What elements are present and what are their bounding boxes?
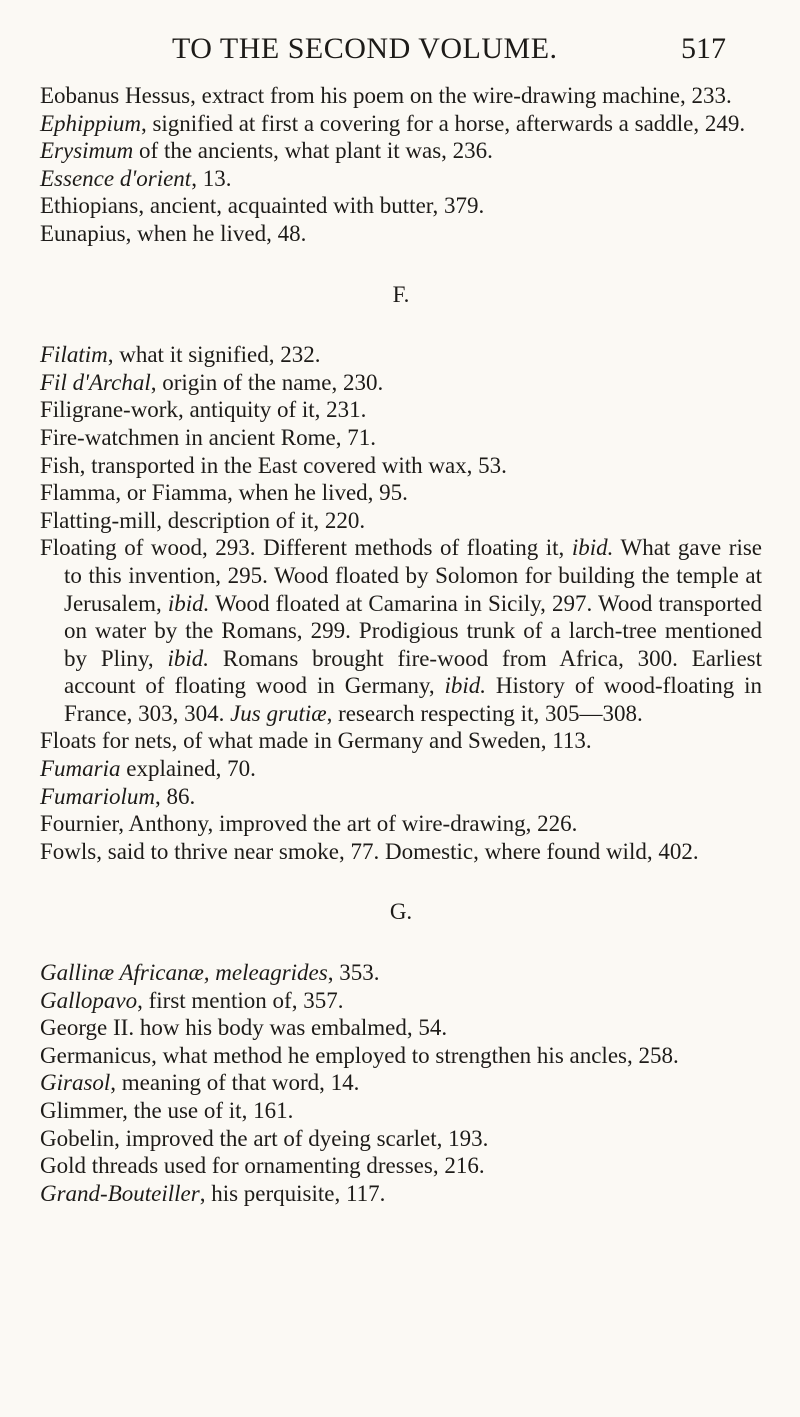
entry-term: Gallinæ Africanæ, meleagrides — [40, 960, 328, 986]
index-entry — [40, 755, 762, 783]
entry-text: Fire-watchmen in ancient Rome, 71. — [40, 424, 376, 450]
entry-text: Fish, transported in the East covered with wax, 53. — [40, 452, 507, 478]
index-entry — [40, 1125, 762, 1153]
entry-text: , what it signified, 232. — [107, 342, 321, 368]
italic-phrase: ibid. — [571, 535, 614, 561]
index-entry — [40, 838, 762, 866]
index-entry — [40, 424, 762, 452]
index-entry — [40, 507, 762, 535]
index-body — [40, 82, 762, 1207]
index-entry — [40, 479, 762, 507]
entry-text: George II. how his body was embalmed, 54. — [40, 1015, 448, 1041]
index-entry — [40, 1097, 762, 1125]
entry-text: Ethiopians, ancient, acquainted with butter, 379. — [40, 193, 485, 219]
entry-text: Flamma, or Fiamma, when he lived, 95. — [40, 480, 408, 506]
entry-term: Filatim — [40, 342, 108, 368]
entry-text: Flatting-mill, description of it, 220. — [40, 507, 366, 533]
entry-text: Eunapius, when he lived, 48. — [40, 220, 307, 246]
entry-text: Gobelin, improved the art of dyeing scarlet, 193. — [40, 1125, 489, 1151]
entry-text: , his perquisite, 117. — [199, 1180, 386, 1206]
index-entry — [40, 137, 762, 165]
index-entry — [40, 1180, 762, 1208]
index-entry — [40, 1152, 762, 1180]
index-entry — [40, 959, 762, 987]
section-letter: F. — [392, 281, 410, 307]
index-entry — [40, 220, 762, 248]
index-entry — [40, 727, 762, 755]
entry-term: Fil d'Archal — [40, 369, 151, 395]
entry-text: of the ancients, what plant it was, 236. — [133, 138, 493, 164]
italic-phrase: ibid. — [167, 590, 210, 616]
index-entry — [40, 1042, 762, 1070]
index-entry — [40, 165, 762, 193]
entry-term: Fumariolum — [40, 783, 155, 809]
index-entry — [40, 396, 762, 424]
index-entry — [40, 452, 762, 480]
entry-text: Gold threads used for ornamenting dresses, 216. — [40, 1153, 485, 1179]
entry-text: Filigrane-work, antiquity of it, 231. — [40, 397, 367, 423]
index-entry — [40, 1014, 762, 1042]
entry-term: Erysimum — [40, 138, 134, 164]
italic-phrase: ibid. — [167, 645, 210, 671]
entry-term: Grand-Bouteiller — [40, 1180, 200, 1206]
entry-term: Girasol — [40, 1070, 111, 1096]
entry-text: Germanicus, what method he employed to strengthen his ancles, 258. — [40, 1042, 679, 1068]
page-number: 517 — [681, 32, 726, 65]
entry-text: , 13. — [191, 165, 232, 191]
entry-text: Floating of wood, 293. Different methods of floating it, ibid. What gave rise to this invention, 295. Wood floated by Solomon for building the temple at Jerusalem, ibid. Wood floated at Camarina in Sicily, 297. Wood transported on water by the Romans, 299. Prodigious trunk of a larch-tree mentioned by Pliny, ibid. Romans brought fire-wood from Africa, 300. Earliest account of floating wood in Germany, ibid. History of wood-floating in France, 303, 304. Jus grutiæ, research respecting it, 305—308. — [40, 535, 763, 726]
running-title: TO THE SECOND VOLUME. — [172, 32, 558, 65]
entry-text: , meaning of that word, 14. — [110, 1070, 360, 1096]
entry-text: Fournier, Anthony, improved the art of wire-drawing, 226. — [40, 811, 578, 837]
index-entry — [40, 987, 762, 1015]
entry-text: , first mention of, 357. — [137, 987, 344, 1013]
entry-text: Eobanus Hessus, extract from his poem on the wire-drawing machine, 233. — [40, 83, 732, 108]
index-entry — [40, 192, 762, 220]
entry-text: , 86. — [155, 783, 196, 809]
italic-phrase: ibid. — [444, 673, 487, 699]
entry-text: , 353. — [327, 960, 380, 986]
entry-term: Fumaria — [40, 756, 121, 782]
section-letter: G. — [389, 899, 413, 925]
index-entry — [40, 1069, 762, 1097]
entry-term: Ephippium — [40, 110, 141, 136]
index-entry — [40, 810, 762, 838]
index-entry — [40, 783, 762, 811]
entry-text: Floats for nets, of what made in Germany and Sweden, 113. — [40, 728, 592, 754]
index-entry — [40, 82, 762, 110]
entry-term: Essence d'orient — [40, 165, 192, 191]
entry-text: , origin of the name, 230. — [150, 369, 384, 395]
italic-phrase: Jus grutiæ — [230, 700, 327, 726]
index-entry — [40, 369, 762, 397]
index-entry — [40, 341, 762, 369]
entry-text: , signified at first a covering for a horse, afterwards a saddle, 249. — [140, 110, 746, 136]
index-entry — [40, 110, 762, 138]
entry-text: Glimmer, the use of it, 161. — [40, 1098, 294, 1123]
entry-text: explained, 70. — [120, 756, 256, 782]
entry-text: Fowls, said to thrive near smoke, 77. Domestic, where found wild, 402. — [40, 838, 699, 864]
entry-term: Gallopavo — [40, 987, 138, 1013]
running-head — [0, 22, 800, 72]
index-entry — [40, 534, 762, 727]
